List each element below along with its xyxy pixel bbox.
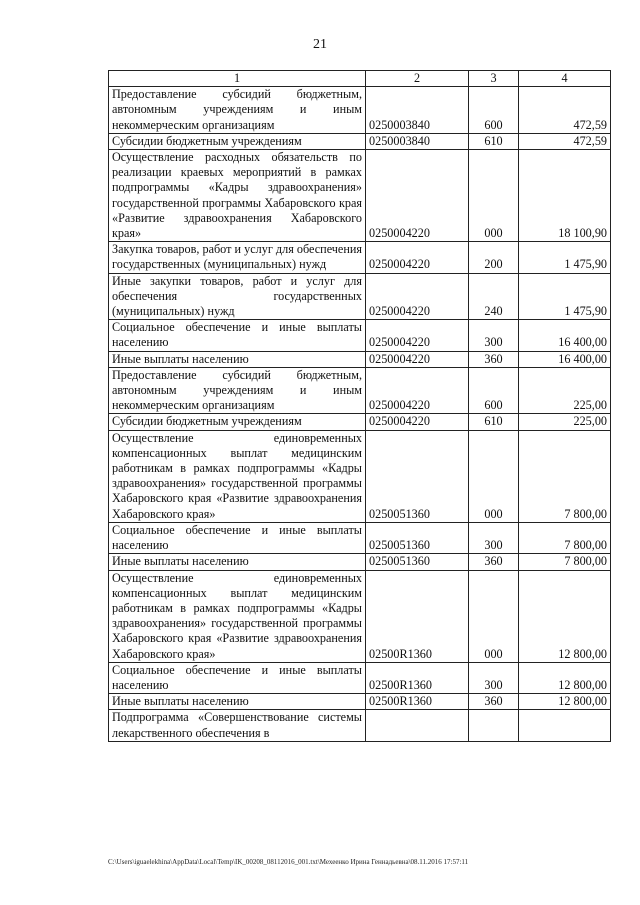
row-code-cell: 0250004220 (366, 273, 469, 320)
table-header-row (109, 71, 611, 87)
row-name-cell: Осуществление единовременных компенсационных выплат медицинским работникам в рамках подпрограммы «Кадры здравоохранения» государственной программы Хабаровского края «Развитие здравоохранения Хабаровского края» (109, 570, 366, 662)
budget-table (108, 70, 611, 742)
row-name-cell: Иные выплаты населению (109, 554, 366, 570)
table-row (109, 710, 611, 741)
header-cell-type: 3 (469, 71, 519, 87)
row-type-cell: 600 (469, 87, 519, 134)
row-code-cell: 0250051360 (366, 522, 469, 553)
row-type-cell: 300 (469, 522, 519, 553)
row-type-cell (469, 710, 519, 741)
table-row (109, 694, 611, 710)
table-row (109, 522, 611, 553)
row-amount-cell: 472,59 (519, 133, 611, 149)
table-row (109, 414, 611, 430)
row-name-cell: Закупка товаров, работ и услуг для обеспечения государственных (муниципальных) нужд (109, 242, 366, 273)
row-name-cell: Осуществление расходных обязательств по реализации краевых мероприятий в рамках подпрограммы «Кадры здравоохранения» государственной программы Хабаровского края «Развитие здравоохранения Хабаровского края» (109, 150, 366, 242)
row-type-cell: 610 (469, 414, 519, 430)
table-row (109, 430, 611, 522)
table-row (109, 367, 611, 414)
row-type-cell: 610 (469, 133, 519, 149)
row-code-cell: 0250004220 (366, 351, 469, 367)
row-name-cell: Субсидии бюджетным учреждениям (109, 414, 366, 430)
row-amount-cell: 1 475,90 (519, 273, 611, 320)
row-name-cell: Субсидии бюджетным учреждениям (109, 133, 366, 149)
row-code-cell: 0250051360 (366, 430, 469, 522)
table-row (109, 150, 611, 242)
row-name-cell: Иные выплаты населению (109, 351, 366, 367)
file-path-footer: C:\Users\iguaelekhina\AppData\Local\Temp\IK_00208_08112016_001.txt\Мехеенко Ирина Геннадьевна\08.11.2016 17:57:11 (108, 858, 469, 866)
table-row (109, 87, 611, 134)
row-code-cell: 0250004220 (366, 242, 469, 273)
row-name-cell: Осуществление единовременных компенсационных выплат медицинским работникам в рамках подпрограммы «Кадры здравоохранения» государственной программы Хабаровского края «Развитие здравоохранения Хабаровского края» (109, 430, 366, 522)
table-row (109, 320, 611, 351)
row-amount-cell (519, 710, 611, 741)
row-name-cell: Иные выплаты населению (109, 694, 366, 710)
row-name-cell: Предоставление субсидий бюджетным, автономным учреждениям и иным некоммерческим организациям (109, 87, 366, 134)
table-row (109, 133, 611, 149)
row-amount-cell: 16 400,00 (519, 320, 611, 351)
row-amount-cell: 472,59 (519, 87, 611, 134)
table-row (109, 570, 611, 662)
row-type-cell: 200 (469, 242, 519, 273)
row-type-cell: 360 (469, 554, 519, 570)
row-code-cell (366, 710, 469, 741)
table-row (109, 273, 611, 320)
row-type-cell: 600 (469, 367, 519, 414)
page-number: 21 (313, 37, 327, 52)
row-code-cell: 02500R1360 (366, 694, 469, 710)
row-amount-cell: 12 800,00 (519, 694, 611, 710)
row-amount-cell: 1 475,90 (519, 242, 611, 273)
row-code-cell: 0250051360 (366, 554, 469, 570)
table-row (109, 662, 611, 693)
row-code-cell: 02500R1360 (366, 570, 469, 662)
row-name-cell: Социальное обеспечение и иные выплаты населению (109, 320, 366, 351)
row-type-cell: 360 (469, 351, 519, 367)
row-amount-cell: 7 800,00 (519, 554, 611, 570)
row-code-cell: 0250003840 (366, 133, 469, 149)
row-code-cell: 0250004220 (366, 150, 469, 242)
row-amount-cell: 7 800,00 (519, 430, 611, 522)
table-row (109, 554, 611, 570)
header-cell-code: 2 (366, 71, 469, 87)
row-amount-cell: 18 100,90 (519, 150, 611, 242)
row-type-cell: 000 (469, 430, 519, 522)
row-amount-cell: 225,00 (519, 367, 611, 414)
row-code-cell: 02500R1360 (366, 662, 469, 693)
row-name-cell: Социальное обеспечение и иные выплаты населению (109, 662, 366, 693)
row-amount-cell: 12 800,00 (519, 570, 611, 662)
row-name-cell: Социальное обеспечение и иные выплаты населению (109, 522, 366, 553)
row-type-cell: 000 (469, 570, 519, 662)
row-code-cell: 0250004220 (366, 414, 469, 430)
row-code-cell: 0250004220 (366, 367, 469, 414)
row-amount-cell: 225,00 (519, 414, 611, 430)
row-name-cell: Иные закупки товаров, работ и услуг для обеспечения государственных (муниципальных) нужд (109, 273, 366, 320)
row-name-cell: Предоставление субсидий бюджетным, автономным учреждениям и иным некоммерческим организациям (109, 367, 366, 414)
row-type-cell: 240 (469, 273, 519, 320)
table-row (109, 351, 611, 367)
row-type-cell: 000 (469, 150, 519, 242)
table-row (109, 242, 611, 273)
row-amount-cell: 16 400,00 (519, 351, 611, 367)
row-code-cell: 0250004220 (366, 320, 469, 351)
header-cell-amount: 4 (519, 71, 611, 87)
row-amount-cell: 7 800,00 (519, 522, 611, 553)
row-type-cell: 360 (469, 694, 519, 710)
row-amount-cell: 12 800,00 (519, 662, 611, 693)
row-type-cell: 300 (469, 662, 519, 693)
row-name-cell: Подпрограмма «Совершенствование системы лекарственного обеспечения в (109, 710, 366, 741)
row-code-cell: 0250003840 (366, 87, 469, 134)
row-type-cell: 300 (469, 320, 519, 351)
header-cell-name: 1 (109, 71, 366, 87)
